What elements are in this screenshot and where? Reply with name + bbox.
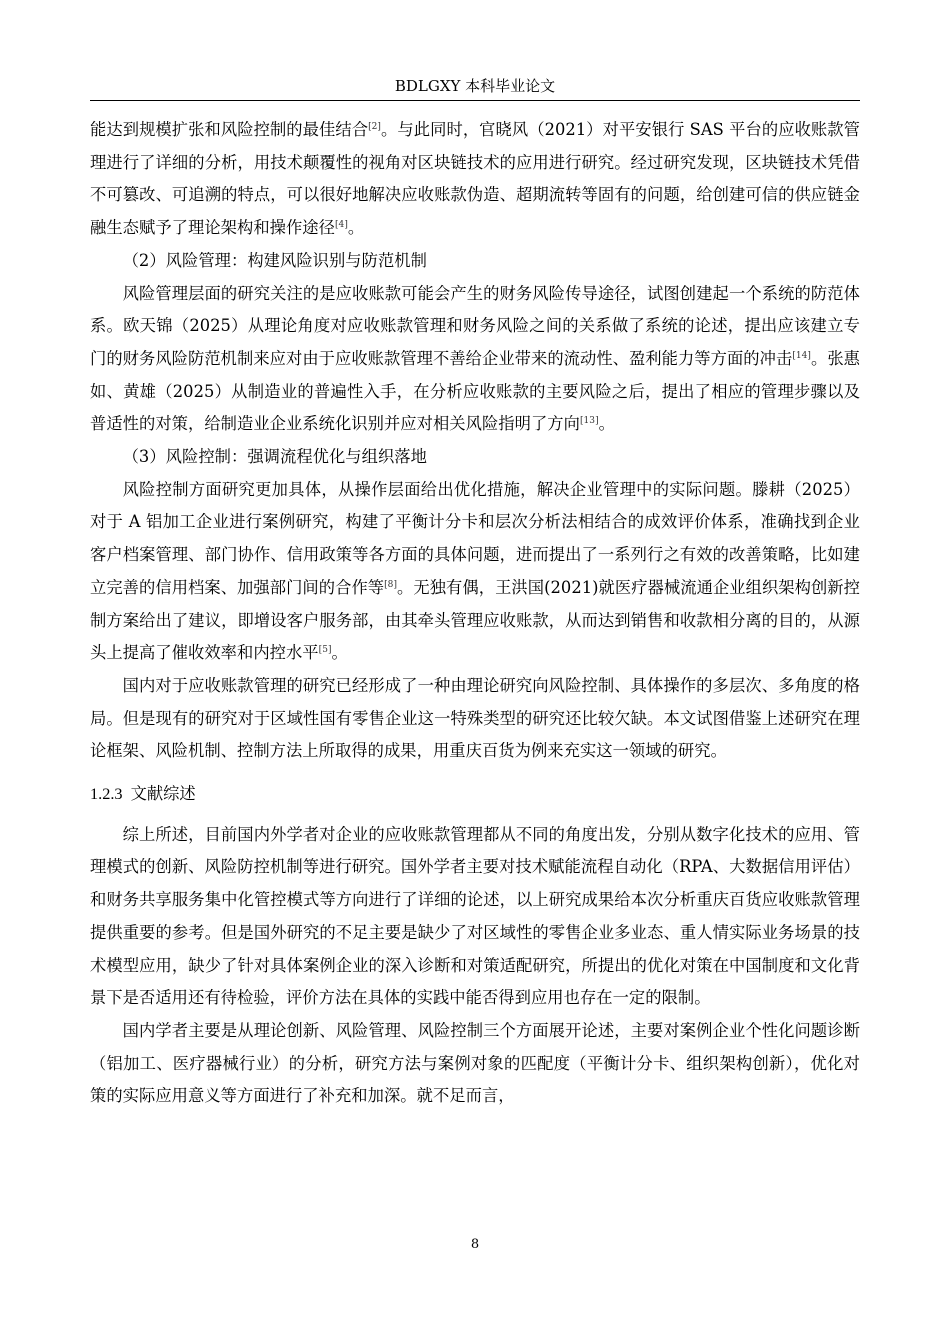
citation-14: [14] <box>792 350 811 361</box>
citation-5: [5] <box>318 645 332 656</box>
page-header-title: BDLGXY 本科毕业论文 <box>394 77 556 95</box>
paragraph-3-text-b: 。无独有偶，王洪国(2021)就医疗器械流通企业组织架构创新控制方案给出了建议，即增设客户服务部，由其牵头管理应收账款，从而达到销售和收款相分离的目的，从源头上提高了催收效率和内控水平 <box>90 577 860 663</box>
paragraph-1-text-a: 能达到规模扩张和风险控制的最佳结合 <box>90 120 369 139</box>
paragraph-3-text-c: 。 <box>331 643 348 663</box>
citation-4: [4] <box>334 220 348 231</box>
page-number: 8 <box>470 1237 480 1252</box>
paragraph-1-text-c: 。 <box>347 218 365 238</box>
paragraph-1 <box>90 114 860 245</box>
paragraph-2-text-b: 。张惠如、黄雄（2025）从制造业的普遍性入手，在分析应收账款的主要风险之后，提出了相应的管理步骤以及普适性的对策，给制造业企业系统化识别并应对相关风险指明了方向 <box>90 348 860 434</box>
paragraph-3-text-a: 风险控制方面研究更加具体，从操作层面给出优化措施，解决企业管理中的实际问题。滕耕（2025）对于 A 铝加工企业进行案例研究，构建了平衡计分卡和层次分析法相结合的成效评价体系，准确找到企业客户档案管理、部门协作、信用政策等各方面的具体问题，进而提出了一系列行之有效的改善策略，比如建立完善的信用档案、加强部门间的合作等 <box>90 479 860 597</box>
citation-8: [8] <box>384 579 398 590</box>
heading-risk-management: （2）风险管理：构建风险识别与防范机制 <box>122 250 427 270</box>
paragraph-4: 国内对于应收账款管理的研究已经形成了一种由理论研究向风险控制、具体操作的多层次、多角度的格局。但是现有的研究对于区域性国有零售企业这一特殊类型的研究还比较欠缺。本文试图借鉴上述研究在理论框架、风险机制、控制方法上所取得的成果，用重庆百货为例来充实这一领域的研究。 <box>90 675 860 761</box>
header-divider <box>90 100 860 101</box>
document-body <box>90 114 860 1113</box>
paragraph-2-text-a: 风险管理层面的研究关注的是应收账款可能会产生的财务风险传导途径，试图创建起一个系统的防范体系。欧天锦（2025）从理论角度对应收账款管理和财务风险之间的关系做了系统的论述，提出应该建立专门的财务风险防范机制来应对由于应收账款管理不善给企业带来的流动性、盈利能力等方面的冲击 <box>90 283 860 368</box>
paragraph-2 <box>90 278 860 442</box>
paragraph-2-text-c: 。 <box>598 414 615 434</box>
paragraph-1-text-b: 。与此同时，官晓风（2021）对平安银行 SAS 平台的应收账款管理进行了详细的分析，用技术颠覆性的视角对区块链技术的应用进行研究。经过研究发现，区块链技术凭借不可篡改、可追溯的特点，可以很好地解决应收账款伪造、超期流转等固有的问题，给创建可信的供应链金融生态赋予了理论架构和操作途径 <box>90 120 860 238</box>
heading-risk-control: （3）风险控制：强调流程优化与组织落地 <box>122 447 427 467</box>
section-number: 1.2.3 <box>90 784 123 804</box>
paragraph-5: 综上所述，目前国内外学者对企业的应收账款管理都从不同的角度出发，分别从数字化技术的应用、管理模式的创新、风险防控机制等进行研究。国外学者主要对技术赋能流程自动化（RPA、大数据信用评估）和财务共享服务集中化管控模式等方向进行了详细的论述，以上研究成果给本次分析重庆百货应收账款管理提供重要的参考。但是国外研究的不足主要是缺少了对区域性的零售企业多业态、重人情实际业务场景的技术模型应用，缺少了针对具体案例企业的深入诊断和对策适配研究，所提出的优化对策在中国制度和文化背景下是否适用还有待检验，评价方法在具体的实践中能否得到应用也存在一定的限制。 <box>90 824 860 1008</box>
paragraph-6: 国内学者主要是从理论创新、风险管理、风险控制三个方面展开论述，主要对案例企业个性化问题诊断（铝加工、医疗器械行业）的分析，研究方法与案例对象的匹配度（平衡计分卡、组织架构创新），优化对策的实际应用意义等方面进行了补充和加深。就不足而言， <box>90 1020 860 1106</box>
section-title: 文献综述 <box>130 784 196 804</box>
paragraph-3 <box>90 474 860 670</box>
citation-13: [13] <box>579 416 599 427</box>
citation-2: [2] <box>368 122 381 132</box>
section-heading <box>90 778 860 811</box>
